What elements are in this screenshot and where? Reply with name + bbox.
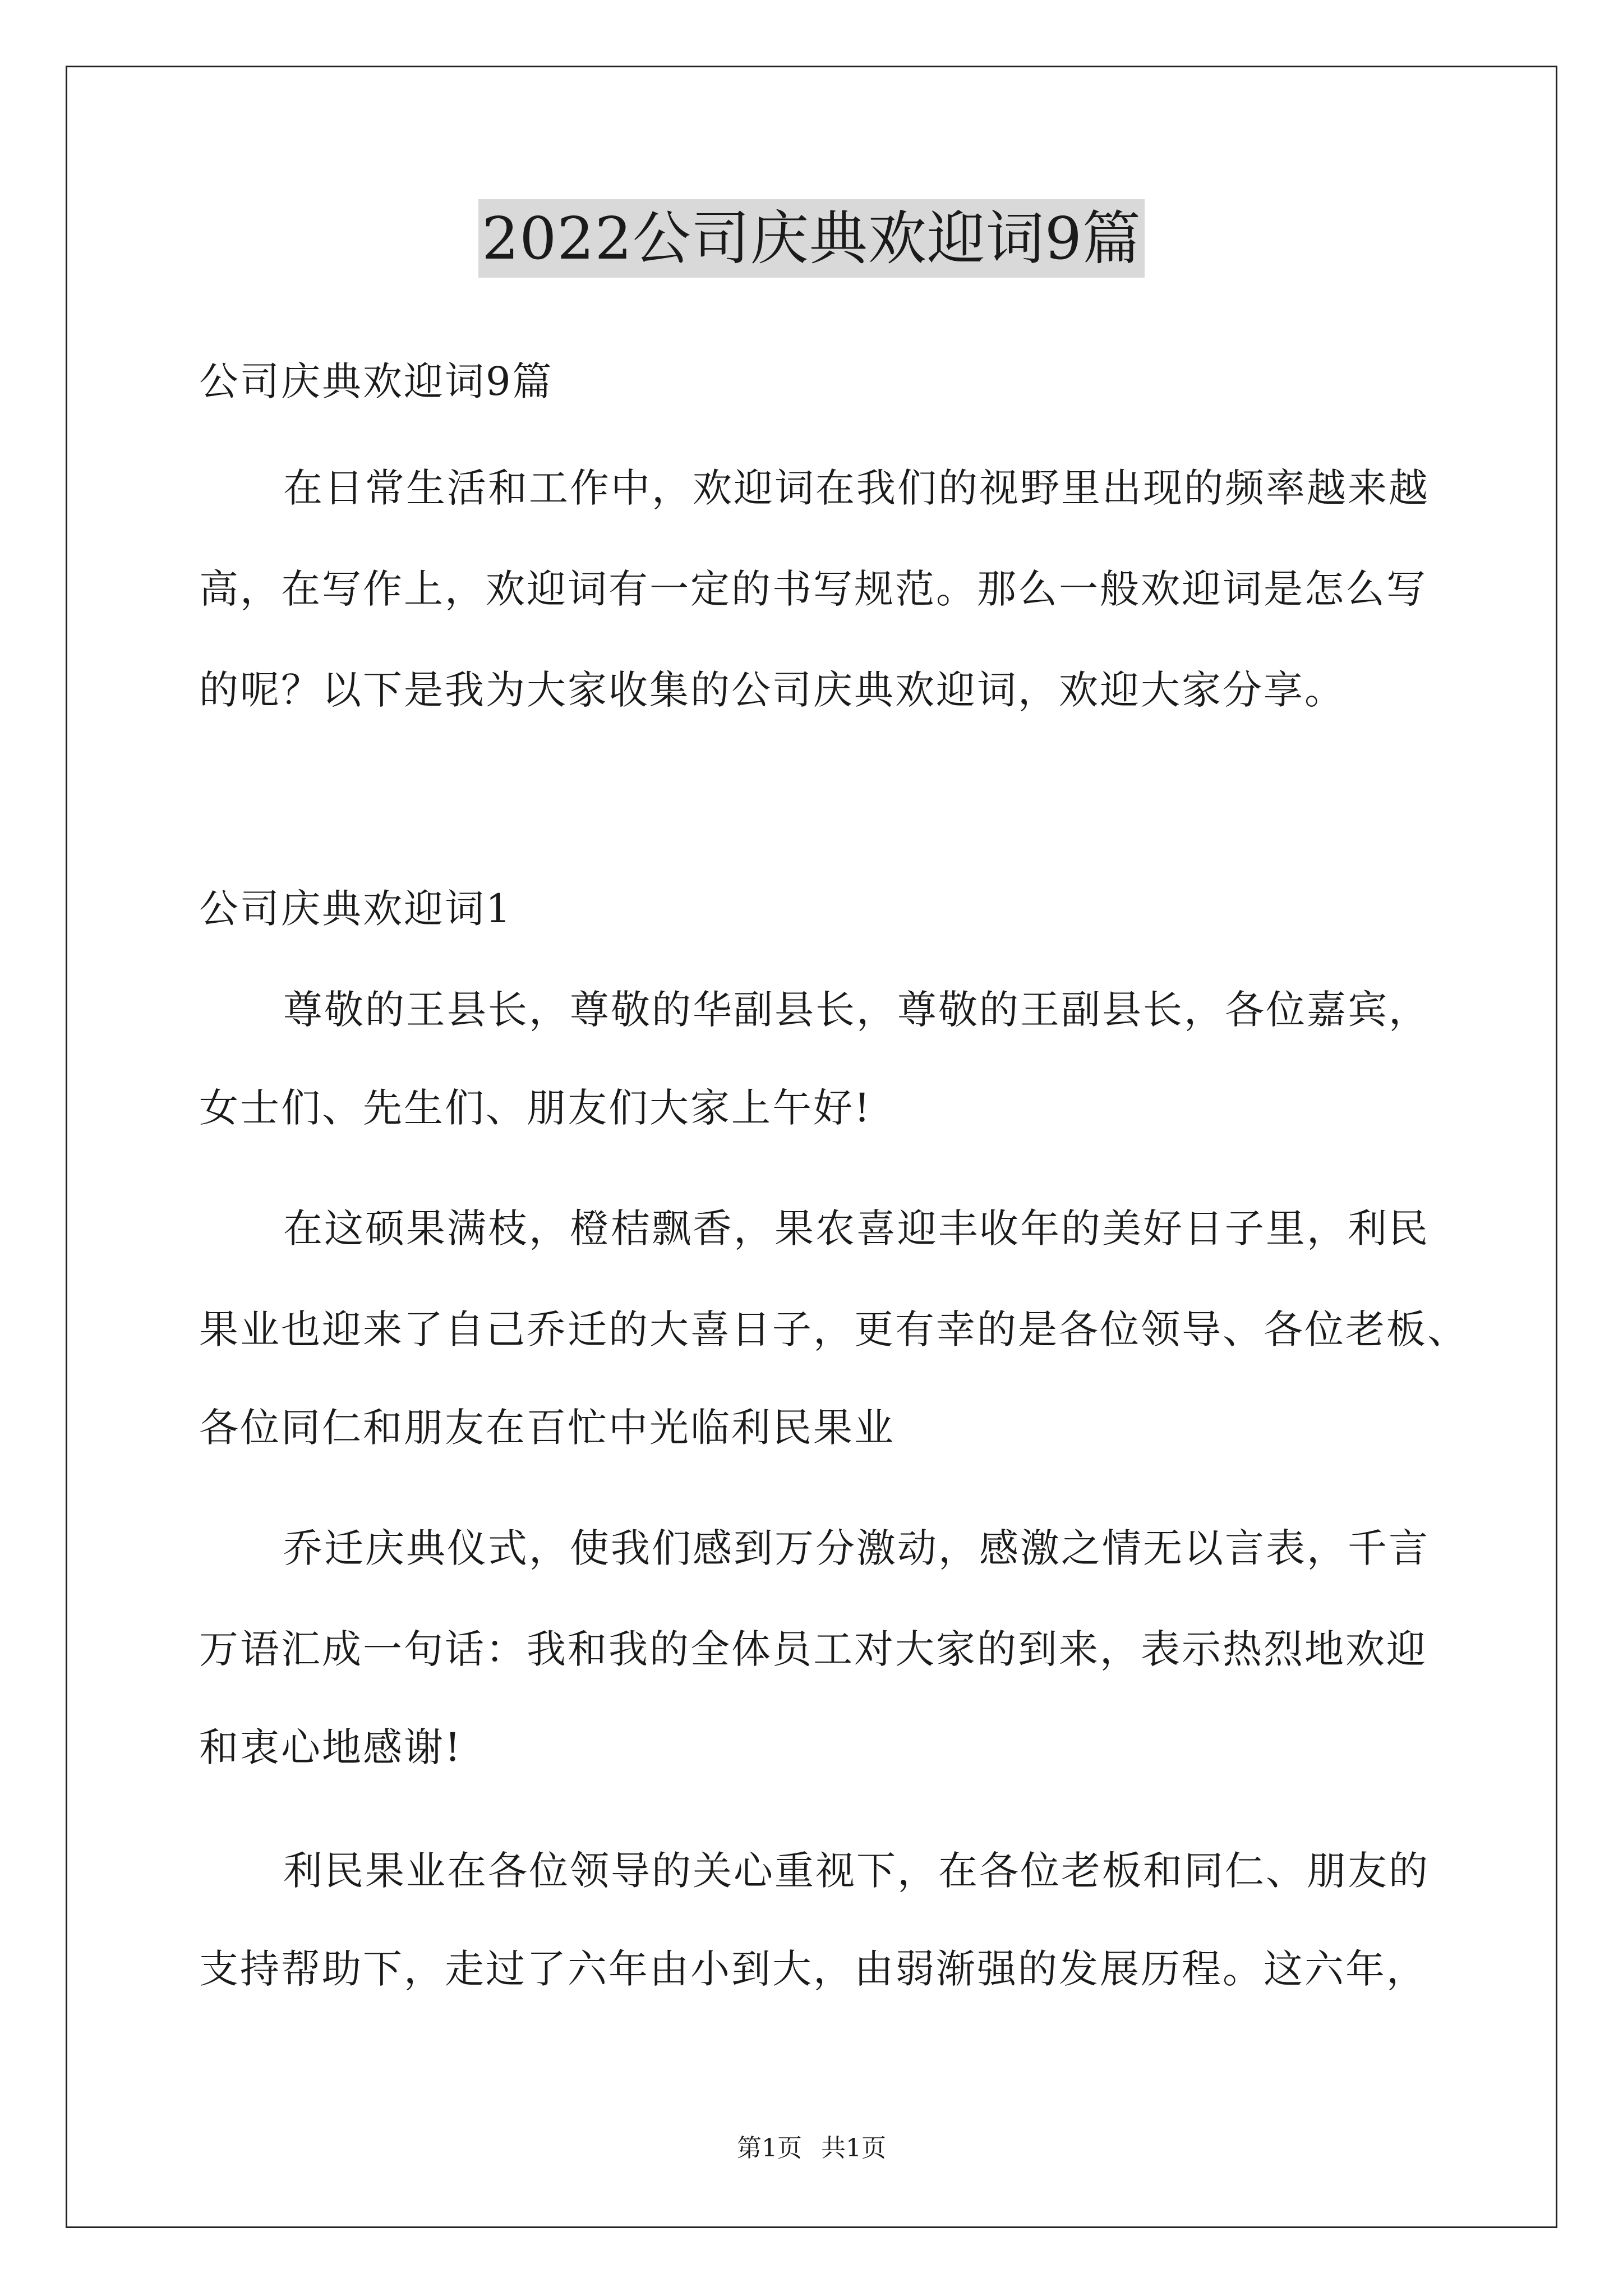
paragraph-line: 果业也迎来了自己乔迁的大喜日子，更有幸的是各位领导、各位老板、 (199, 1306, 1468, 1352)
paragraph-line: 在日常生活和工作中，欢迎词在我们的视野里出现的频率越来越 (283, 465, 1430, 511)
paragraph-line: 和衷心地感谢! (199, 1724, 463, 1770)
paragraph-line: 的呢？以下是我为大家收集的公司庆典欢迎词，欢迎大家分享。 (199, 667, 1345, 713)
document-title: 2022公司庆典欢迎词9篇 (478, 199, 1145, 278)
paragraph-line: 高，在写作上，欢迎词有一定的书写规范。那么一般欢迎词是怎么写 (199, 566, 1427, 612)
title-wrap (0, 199, 1623, 278)
paragraph-line: 女士们、先生们、朋友们大家上午好! (199, 1085, 872, 1131)
paragraph-line: 各位同仁和朋友在百忙中光临利民果业 (199, 1405, 895, 1451)
page-footer (0, 2132, 1623, 2165)
paragraph-line: 支持帮助下，走过了六年由小到大，由弱渐强的发展历程。这六年， (199, 1946, 1427, 1992)
paragraph-line: 在这硕果满枝，橙桔飘香，果农喜迎丰收年的美好日子里，利民 (283, 1205, 1430, 1251)
paragraph-line: 尊敬的王县长，尊敬的华副县长，尊敬的王副县长，各位嘉宾， (283, 987, 1430, 1033)
paragraph-line: 利民果业在各位领导的关心重视下，在各位老板和同仁、朋友的 (283, 1848, 1430, 1894)
section-heading: 公司庆典欢迎词1 (199, 886, 513, 932)
paragraph-line: 万语汇成一句话：我和我的全体员工对大家的到来，表示热烈地欢迎 (199, 1626, 1427, 1672)
page-number: 第1页 (737, 2134, 802, 2162)
page-total: 共1页 (821, 2134, 886, 2162)
paragraph-line: 乔迁庆典仪式，使我们感到万分激动，感激之情无以言表，千言 (283, 1525, 1430, 1571)
subtitle: 公司庆典欢迎词9篇 (199, 358, 554, 404)
